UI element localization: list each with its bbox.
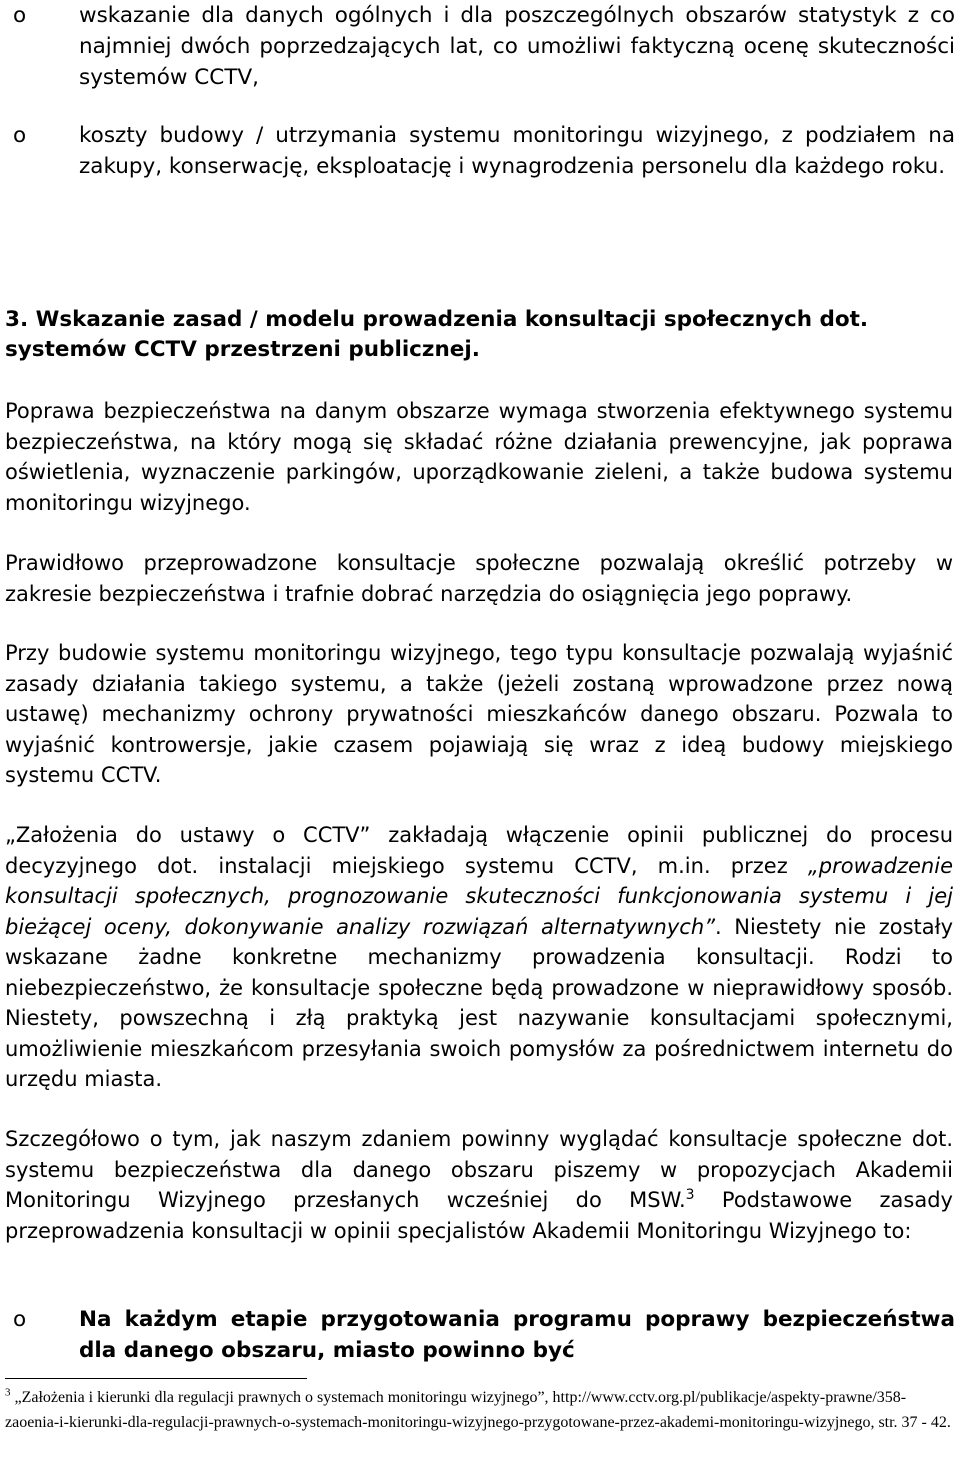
- paragraph-text: Szczegółowo o tym, jak naszym zdaniem powinny wyglądać konsultacje społeczne dot. systemu bezpieczeństwa dla danego obszaru piszemy w propozycjach Akademii Monitoringu Wizyjnego przesłanych wcześniej do MSW.: [5, 1127, 953, 1212]
- paragraph-text: Podstawowe zasady przeprowadzenia konsultacji w opinii specjalistów Akademii Monitoringu Wizyjnego to:: [5, 1188, 953, 1243]
- bullet-marker: o: [13, 3, 27, 28]
- footnote-number: 3: [5, 1386, 11, 1399]
- list-item: [5, 0, 955, 93]
- footnote-text: „Założenia i kierunki dla regulacji prawnych o systemach monitoringu wizyjnego”, http://www.cctv.org.pl/publikacje/aspekty-prawne/358-zaoenia-i-kierunki-dla-regulacji-prawnych-o-systemach-monitoringu-wizyjnego-przygotowane-przez-akademi-monitoringu-wizyjnego, str. 37 - 42.: [5, 1389, 951, 1431]
- list-item-text: Na każdym etapie przygotowania programu poprawy bezpieczeństwa dla danego obszaru, miasto powinno być: [79, 1307, 955, 1363]
- bullet-marker: o: [13, 123, 27, 148]
- bullet-marker: o: [13, 1307, 27, 1332]
- paragraph-text: „Założenia do ustawy o CCTV” zakładają włączenie opinii publicznej do procesu decyzyjnego dot. instalacji miejskiego systemu CCTV, m.in. przez: [5, 823, 953, 878]
- list-item: [5, 1304, 955, 1366]
- list-item-text: koszty budowy / utrzymania systemu monitoringu wizyjnego, z podziałem na zakupy, konserwację, eksploatację i wynagrodzenia personelu dla każdego roku.: [79, 123, 955, 179]
- paragraph: [5, 820, 953, 1095]
- paragraph: [5, 1124, 953, 1246]
- paragraph: Poprawa bezpieczeństwa na danym obszarze wymaga stworzenia efektywnego systemu bezpieczeństwa, na który mogą się składać różne działania prewencyjne, jak poprawa oświetlenia, wyznaczenie parkingów, uporządkowanie zieleni, a także budowa systemu monitoringu wizyjnego.: [5, 399, 953, 515]
- footnote: [5, 1385, 955, 1435]
- footnote-separator: [5, 1378, 307, 1379]
- list-item-text: wskazanie dla danych ogólnych i dla poszczególnych obszarów statystyk z co najmniej dwóch poprzedzających lat, co umożliwi faktyczną ocenę skuteczności systemów CCTV,: [79, 3, 955, 90]
- footnote-reference: 3: [685, 1187, 695, 1203]
- paragraph-text: . Niestety nie zostały wskazane żadne konkretne mechanizmy prowadzenia konsultacji. Rodzi to niebezpieczeństwo, że konsultacje społeczne będą prowadzone w nieprawidłowy sposób. Niestety, powszechną i złą praktyką jest nazywanie konsultacjami społecznymi, umożliwienie mieszkańcom przesyłania swoich pomysłów za pośrednictwem internetu do urzędu miasta.: [5, 914, 954, 1091]
- quoted-text: „prowadzenie konsultacji społecznych, prognozowanie skuteczności funkcjonowania systemu i jej bieżącej oceny, dokonywanie analizy rozwiązań alternatywnych”: [5, 853, 953, 939]
- list-item: [5, 120, 955, 182]
- paragraph: Przy budowie systemu monitoringu wizyjnego, tego typu konsultacje pozwalają wyjaśnić zasady działania takiego systemu, a także (jeżeli zostaną wprowadzone przez nową ustawę) mechanizmy ochrony prywatności mieszkańców danego obszaru. Pozwala to wyjaśnić kontrowersje, jakie czasem pojawiają się wraz z ideą budowy miejskiego systemu CCTV.: [5, 641, 953, 787]
- paragraph: Prawidłowo przeprowadzone konsultacje społeczne pozwalają określić potrzeby w zakresie bezpieczeństwa i trafnie dobrać narzędzia do osiągnięcia jego poprawy.: [5, 551, 953, 606]
- section-heading: 3. Wskazanie zasad / modelu prowadzenia konsultacji społecznych dot. systemów CCTV przestrzeni publicznej.: [5, 307, 869, 362]
